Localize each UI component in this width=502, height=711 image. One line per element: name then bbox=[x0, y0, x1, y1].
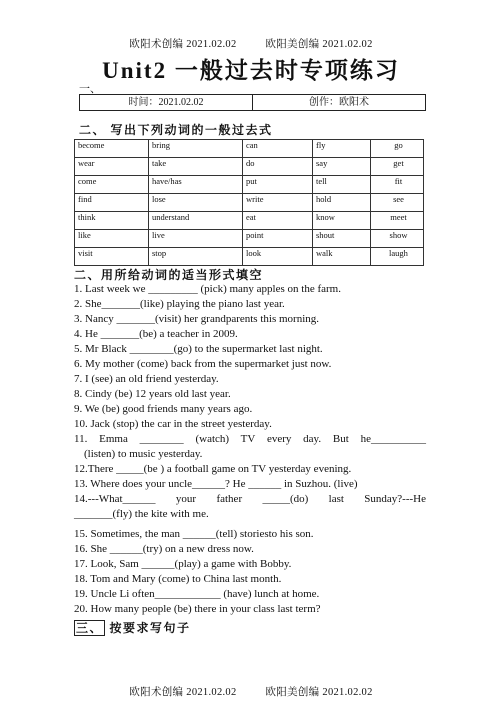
verb-table bbox=[74, 139, 424, 266]
verb-cell: get bbox=[371, 158, 424, 176]
verb-cell: understand bbox=[149, 212, 243, 230]
verb-cell: write bbox=[243, 194, 313, 212]
verb-row bbox=[75, 230, 424, 248]
section-three-text: 按要求写句子 bbox=[109, 621, 191, 635]
exercise-item-continued: (listen) to music yesterday. bbox=[84, 448, 203, 460]
verb-cell: go bbox=[371, 140, 424, 158]
verb-row bbox=[75, 248, 424, 266]
verb-cell: look bbox=[243, 248, 313, 266]
verb-cell: take bbox=[149, 158, 243, 176]
exercise-item: 10. Jack (stop) the car in the street yesterday. bbox=[74, 418, 272, 430]
page-title: Unit2 一般过去时专项练习 bbox=[102, 58, 400, 83]
verb-cell: show bbox=[371, 230, 424, 248]
verb-cell: stop bbox=[149, 248, 243, 266]
section-three-label: 三、 bbox=[76, 621, 104, 635]
meta-box bbox=[79, 94, 426, 111]
exercise-item: 7. I (see) an old friend yesterday. bbox=[74, 373, 219, 385]
exercise-item: 8. Cindy (be) 12 years old last year. bbox=[74, 388, 231, 400]
header-left: 欧阳术创编 2021.02.02 bbox=[129, 39, 237, 50]
exercise-item: 20. How many people (be) there in your class last term? bbox=[74, 603, 321, 615]
verb-cell: find bbox=[75, 194, 149, 212]
verb-cell: think bbox=[75, 212, 149, 230]
exercise-item: 1. Last week we _________ (pick) many apples on the farm. bbox=[74, 283, 341, 295]
verb-cell: put bbox=[243, 176, 313, 194]
verb-cell: say bbox=[313, 158, 371, 176]
exercise-item: 17. Look, Sam ______(play) a game with Bobby. bbox=[74, 558, 292, 570]
verb-cell: lose bbox=[149, 194, 243, 212]
exercise-item: 13. Where does your uncle______? He ______ in Suzhou. (live) bbox=[74, 478, 358, 490]
verb-cell: see bbox=[371, 194, 424, 212]
meta-author: 创作：欧阳术 bbox=[309, 97, 369, 108]
exercise-item: 11. Emma ________ (watch) TV every day. But he__________ bbox=[74, 433, 426, 445]
exercise-item: 15. Sometimes, the man ______(tell) storiesto his son. bbox=[74, 528, 314, 540]
meta-time: 时间：2021.02.02 bbox=[80, 95, 253, 110]
section-fill-heading: 二、用所给动词的适当形式填空 bbox=[74, 268, 264, 282]
exercise-item: 19. Uncle Li often____________ (have) lunch at home. bbox=[74, 588, 320, 600]
verb-row bbox=[75, 176, 424, 194]
verb-cell: laugh bbox=[371, 248, 424, 266]
verb-cell: become bbox=[75, 140, 149, 158]
exercise-item: 9. We (be) good friends many years ago. bbox=[74, 403, 253, 415]
verb-cell: tell bbox=[313, 176, 371, 194]
verb-cell: hold bbox=[313, 194, 371, 212]
verb-cell: point bbox=[243, 230, 313, 248]
exercise-item: 18. Tom and Mary (come) to China last month. bbox=[74, 573, 282, 585]
page-header bbox=[0, 36, 502, 51]
verb-cell: walk bbox=[313, 248, 371, 266]
header-right: 欧阳美创编 2021.02.02 bbox=[265, 39, 373, 50]
footer-right: 欧阳美创编 2021.02.02 bbox=[265, 687, 373, 698]
verb-cell: know bbox=[313, 212, 371, 230]
exercise-item: 2. She_______(like) playing the piano last year. bbox=[74, 298, 285, 310]
page-footer bbox=[0, 684, 502, 699]
verb-cell: bring bbox=[149, 140, 243, 158]
exercise-item: 5. Mr Black ________(go) to the supermarket last night. bbox=[74, 343, 323, 355]
verb-cell: meet bbox=[371, 212, 424, 230]
verb-cell: fly bbox=[313, 140, 371, 158]
verb-cell: can bbox=[243, 140, 313, 158]
exercise-item: 12.There _____(be ) a football game on TV yesterday evening. bbox=[74, 463, 352, 475]
exercise-item: 16. She ______(try) on a new dress now. bbox=[74, 543, 254, 555]
verb-cell: eat bbox=[243, 212, 313, 230]
exercise-item: 4. He _______(be) a teacher in 2009. bbox=[74, 328, 238, 340]
exercise-item: 14.---What______ your father _____(do) last Sunday?---He bbox=[74, 493, 426, 505]
verb-cell: visit bbox=[75, 248, 149, 266]
verb-row bbox=[75, 140, 424, 158]
exercise-item: 3. Nancy _______(visit) her grandparents this morning. bbox=[74, 313, 320, 325]
verb-row bbox=[75, 158, 424, 176]
verb-cell: live bbox=[149, 230, 243, 248]
verb-cell: wear bbox=[75, 158, 149, 176]
verb-cell: do bbox=[243, 158, 313, 176]
footer-left: 欧阳术创编 2021.02.02 bbox=[129, 687, 237, 698]
verb-row bbox=[75, 194, 424, 212]
exercise-item: 6. My mother (come) back from the supermarket just now. bbox=[74, 358, 332, 370]
verb-cell: fit bbox=[371, 176, 424, 194]
section-two-heading: 二、 写出下列动词的一般过去式 bbox=[79, 123, 273, 137]
verb-cell: have/has bbox=[149, 176, 243, 194]
exercise-item-continued: _______(fly) the kite with me. bbox=[74, 508, 209, 520]
verb-row bbox=[75, 212, 424, 230]
verb-cell: shout bbox=[313, 230, 371, 248]
verb-cell: like bbox=[75, 230, 149, 248]
section-one-heading: 一、 bbox=[79, 83, 101, 95]
section-three-heading bbox=[74, 619, 191, 636]
verb-cell: come bbox=[75, 176, 149, 194]
